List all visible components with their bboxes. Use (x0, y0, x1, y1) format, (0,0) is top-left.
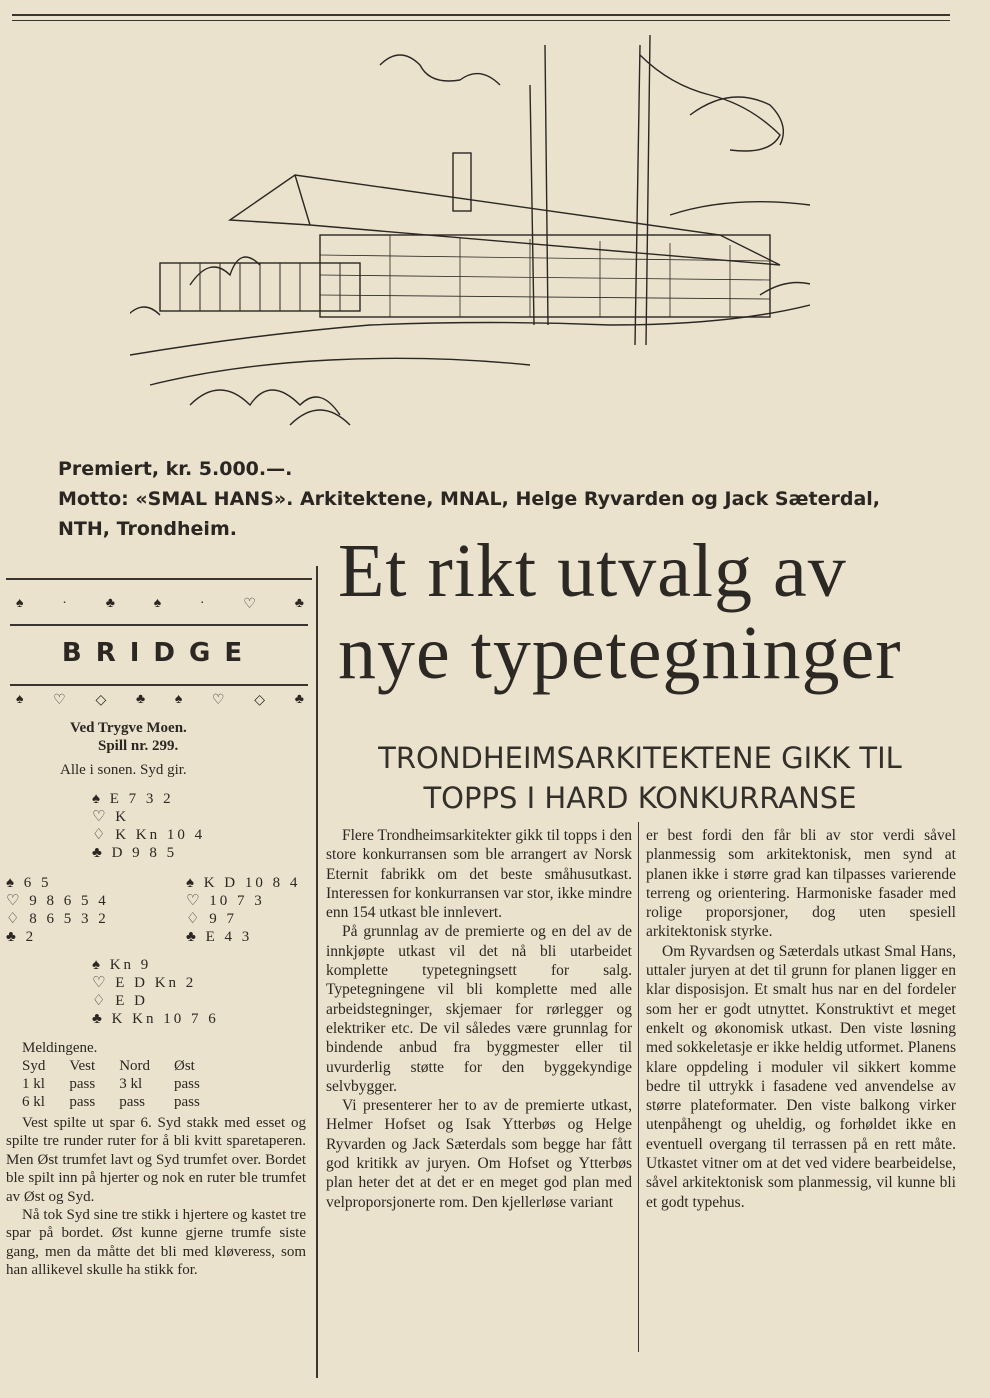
auction-table (22, 1057, 224, 1111)
article-paragraph: er best fordi den får bli av stor verdi såvel planmessig som arkitektonisk, men synd at planen ikke i større grad kan tilpasses varierende terreng og orientering. Harmoniske fasader med rolige proporsjoner, dog uten spesiell arkitektonisk styrke. (646, 827, 956, 941)
bridge-title: BRIDGE (61, 638, 257, 668)
bridge-auction (22, 1040, 224, 1111)
auction-header-row (22, 1057, 224, 1075)
article-paragraph: Om Ryvardsen og Sæterdals utkast Smal Hans, uttaler juryen at det til grunn for planen ligger en klar disposisjon. Et smalt hus nar en del fordeler som her er godt utnyttet. Konstruktivt et meget enkelt og økonomisk utkast. Den viste løsning med sokkeletasje er ikke heldig utformet. Planens klare oppdeling i moduler vil sikkert komme bedre til uttrykk i fasadene ved anvendelse av større plateformater. Den viste balkong virker utenpåhengt og uheldig, og forhøldet ikke en eventuell overgang til terrassen på en rett måte. Utkastet vitner om at det ved videre bearbeidelse, såvel arkitektonisk som planmessig, vil kunne bli et godt typehus. (646, 942, 956, 1211)
club-icon: ♣ (105, 596, 117, 611)
dot-icon: · (62, 596, 69, 611)
auction-label: Meldingene. (22, 1040, 98, 1056)
caption-motto: Motto: «SMAL HANS». Arkitektene, MNAL, Helge Ryvarden og Jack Sæterdal, (58, 488, 881, 510)
spade-icon: ♠ (174, 692, 185, 707)
headline-line: nye typetegninger (338, 611, 902, 695)
auction-cell: pass (174, 1075, 200, 1092)
auction-cell: 1 kl (22, 1075, 45, 1092)
north-hearts: ♡ K (92, 809, 130, 825)
bridge-ornament-top (16, 596, 306, 613)
auction-cell: pass (119, 1093, 146, 1110)
hand-north (92, 790, 205, 862)
bridge-title-rule-top (10, 624, 308, 626)
club-icon: ♣ (135, 692, 148, 707)
auction-header-cell: Vest (69, 1057, 96, 1074)
diamond-icon: ◇ (254, 693, 268, 708)
article-subheadline (340, 738, 940, 818)
hand-south (92, 956, 219, 1028)
auction-cell: pass (174, 1093, 200, 1110)
bridge-top-rule (6, 578, 312, 580)
auction-cell: 6 kl (22, 1093, 45, 1110)
auction-row (22, 1075, 224, 1093)
article-paragraph: Vi presenterer her to av de premierte utkast, Helmer Hofset og Isak Ytterbøs og Helge Ryvarden og Jack Sæterdals som begge har fått god kritikk av juryen. Om Hofset og Ytterbøs plan heter det at det er en meget god plan med velproporsjonerte rom. Den kjellerløse variant (326, 1097, 632, 1211)
bridge-title-rule-bottom (10, 684, 308, 686)
bridge-vulnerability: Alle i sonen. Syd gir. (60, 762, 187, 778)
caption-prize: Premiert, kr. 5.000.—. (58, 458, 293, 480)
north-diamonds: ♢ K Kn 10 4 (92, 827, 206, 843)
heart-icon: ♡ (212, 693, 227, 708)
top-rule (12, 14, 950, 16)
bridge-paragraph: Nå tok Syd sine tre stikk i hjertere og kastet tre spar på bordet. Øst kunne gjerne trumfe siste gang, men da måtte det bli med kløveress, som han allikevel skulle ha stikk for. (6, 1207, 306, 1279)
club-icon: ♣ (294, 692, 306, 707)
hand-west (6, 874, 109, 946)
auction-header-cell: Øst (174, 1057, 195, 1074)
hand-east (186, 874, 300, 946)
spade-icon: ♠ (16, 692, 26, 707)
house-sketch-illustration (130, 25, 810, 455)
auction-cell: 3 kl (119, 1075, 143, 1092)
dot-icon: · (199, 596, 207, 611)
south-clubs: ♣ K Kn 10 7 6 (92, 1011, 219, 1027)
spade-icon: ♠ (153, 596, 164, 611)
article-paragraph: Flere Trondheimsarkitekter gikk til topps i den store konkurransen som ble arrangert av Norsk Eternit fabrikk om det beste småhusutkast. Interessen for konkurransen var stor, ikke mindre enn 154 utkast ble innlevert. (326, 827, 632, 922)
south-spades: ♠ Kn 9 (92, 957, 152, 973)
article-headline (338, 530, 958, 694)
article-column-1 (326, 826, 632, 1212)
bridge-author: Ved Trygve Moen. (70, 720, 187, 736)
auction-header-cell: Nord (119, 1057, 151, 1074)
west-spades: ♠ 6 5 (6, 875, 52, 891)
east-clubs: ♣ E 4 3 (186, 929, 253, 945)
diamond-icon: ◇ (95, 693, 109, 708)
bridge-ornament-bottom (16, 692, 306, 709)
bridge-column (6, 578, 312, 1398)
west-clubs: ♣ 2 (6, 929, 37, 945)
article-paragraph: På grunnlag av de premierte og en del av de innkjøpte utkast vil det nå bli utarbeidet komplette typetegningsett for salg. Typetegningene vil bli komplette med alle arbeidstegninger, skjemaer for rørlegger og elektriker etc. De vil således være grunnlag for bindende anbud fra byggmester eller til uvurderlig støtte for den byggekyndige selvbygger. (326, 923, 632, 1095)
bridge-paragraph: Vest spilte ut spar 6. Syd stakk med esset og spilte tre runder ruter for å bli kvitt sparetaperen. Men Øst trumfet lavt og Syd trumfet over. Bordet ble spilt inn på hjerter og nok en ruter ble trumfet av Øst og Syd. (6, 1115, 306, 1205)
north-spades: ♠ E 7 3 2 (92, 791, 174, 807)
article-column-divider (638, 822, 639, 1352)
south-hearts: ♡ E D Kn 2 (92, 975, 197, 991)
west-diamonds: ♢ 8 6 5 3 2 (6, 911, 109, 927)
east-spades: ♠ K D 10 8 4 (186, 875, 301, 891)
heart-icon: ♡ (53, 693, 68, 708)
article-column-2 (646, 826, 956, 1212)
north-clubs: ♣ D 9 8 5 (92, 845, 178, 861)
bridge-commentary (6, 1114, 306, 1280)
auction-row (22, 1093, 224, 1111)
west-hearts: ♡ 9 8 6 5 4 (6, 893, 109, 909)
east-hearts: ♡ 10 7 3 (186, 893, 265, 909)
club-icon: ♣ (294, 596, 306, 611)
headline-line: Et rikt utvalg av (338, 529, 847, 613)
subhead-line: TRONDHEIMSARKITEKTENE GIKK TIL (378, 741, 902, 775)
auction-header-cell: Syd (22, 1057, 46, 1074)
top-rule-thin (12, 20, 950, 21)
heart-icon: ♡ (243, 597, 258, 612)
column-divider (316, 566, 318, 1378)
bridge-game-number: Spill nr. 299. (98, 738, 179, 754)
bridge-title-box (10, 624, 308, 694)
subhead-line: TOPPS I HARD KONKURRANSE (423, 781, 857, 815)
auction-cell: pass (69, 1075, 96, 1092)
south-diamonds: ♢ E D (92, 993, 148, 1009)
caption-location: NTH, Trondheim. (58, 518, 237, 540)
east-diamonds: ♢ 9 7 (186, 911, 237, 927)
auction-cell: pass (69, 1093, 96, 1110)
spade-icon: ♠ (16, 596, 26, 611)
